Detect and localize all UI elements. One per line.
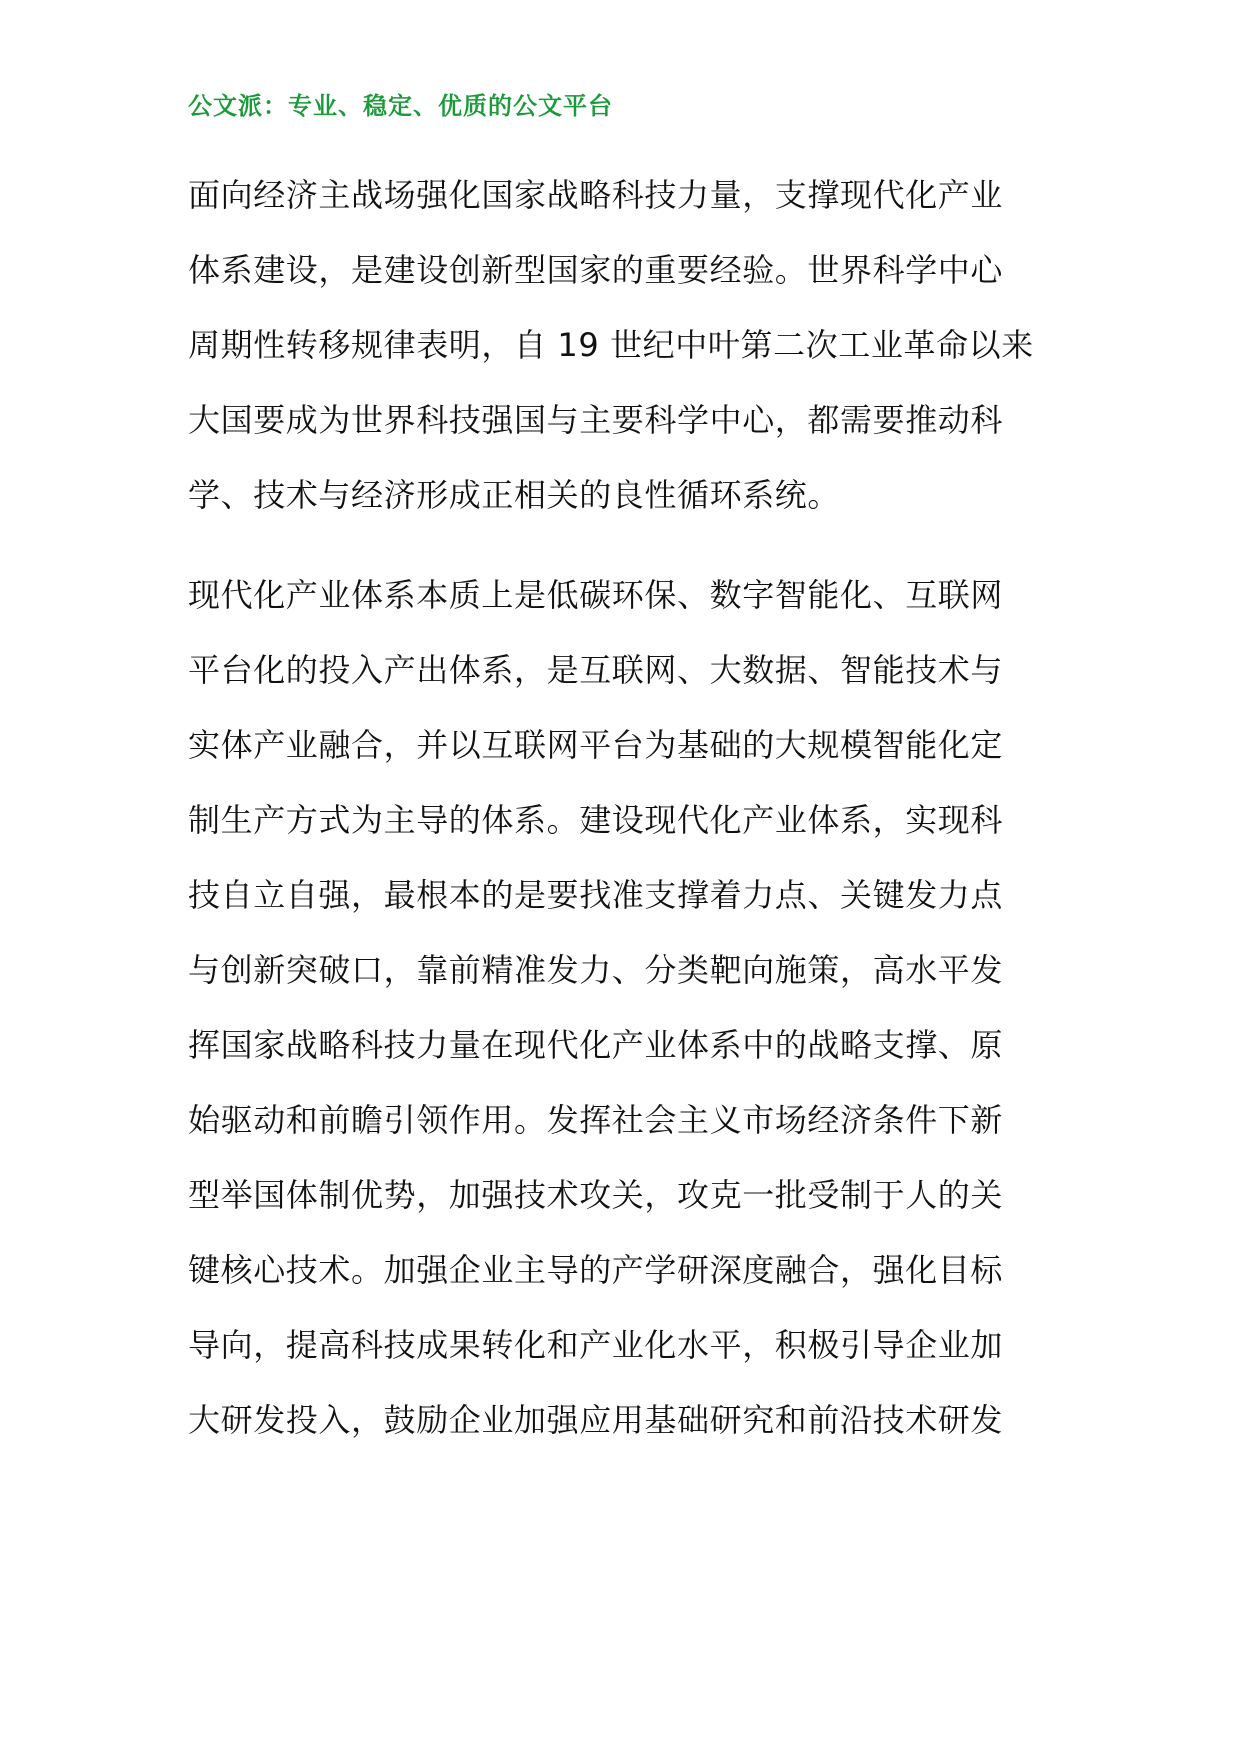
text-line: 大研发投入，鼓励企业加强应用基础研究和前沿技术研发 — [188, 1401, 1004, 1439]
text-line: 学、技术与经济形成正相关的良性循环系统。 — [188, 476, 841, 514]
text-line: 周期性转移规律表明，自 19 世纪中叶第二次工业革命以来 — [188, 326, 1034, 364]
text-line: 键核心技术。加强企业主导的产学研深度融合，强化目标 — [188, 1251, 1004, 1289]
text-line: 导向，提高科技成果转化和产业化水平，积极引导企业加 — [188, 1326, 1004, 1364]
text-line: 技自立自强，最根本的是要找准支撑着力点、关键发力点 — [188, 876, 1004, 914]
text-line: 始驱动和前瞻引领作用。发挥社会主义市场经济条件下新 — [188, 1101, 1004, 1139]
text-line: 实体产业融合，并以互联网平台为基础的大规模智能化定 — [188, 726, 1004, 764]
paragraph-2 — [188, 558, 1058, 1458]
text-line: 型举国体制优势，加强技术攻关，攻克一批受制于人的关 — [188, 1176, 1004, 1214]
text-line: 现代化产业体系本质上是低碳环保、数字智能化、互联网 — [188, 576, 1004, 614]
header-banner: 公文派：专业、稳定、优质的公文平台 — [188, 92, 613, 120]
text-line: 大国要成为世界科技强国与主要科学中心，都需要推动科 — [188, 401, 1004, 439]
paragraph-1 — [188, 158, 1058, 533]
text-line: 挥国家战略科技力量在现代化产业体系中的战略支撑、原 — [188, 1026, 1004, 1064]
text-line: 与创新突破口，靠前精准发力、分类靶向施策，高水平发 — [188, 951, 1004, 989]
text-line: 制生产方式为主导的体系。建设现代化产业体系，实现科 — [188, 801, 1004, 839]
text-line: 面向经济主战场强化国家战略科技力量，支撑现代化产业 — [188, 176, 1004, 214]
text-line: 平台化的投入产出体系，是互联网、大数据、智能技术与 — [188, 651, 1004, 689]
text-line: 体系建设，是建设创新型国家的重要经验。世界科学中心 — [188, 251, 1004, 289]
